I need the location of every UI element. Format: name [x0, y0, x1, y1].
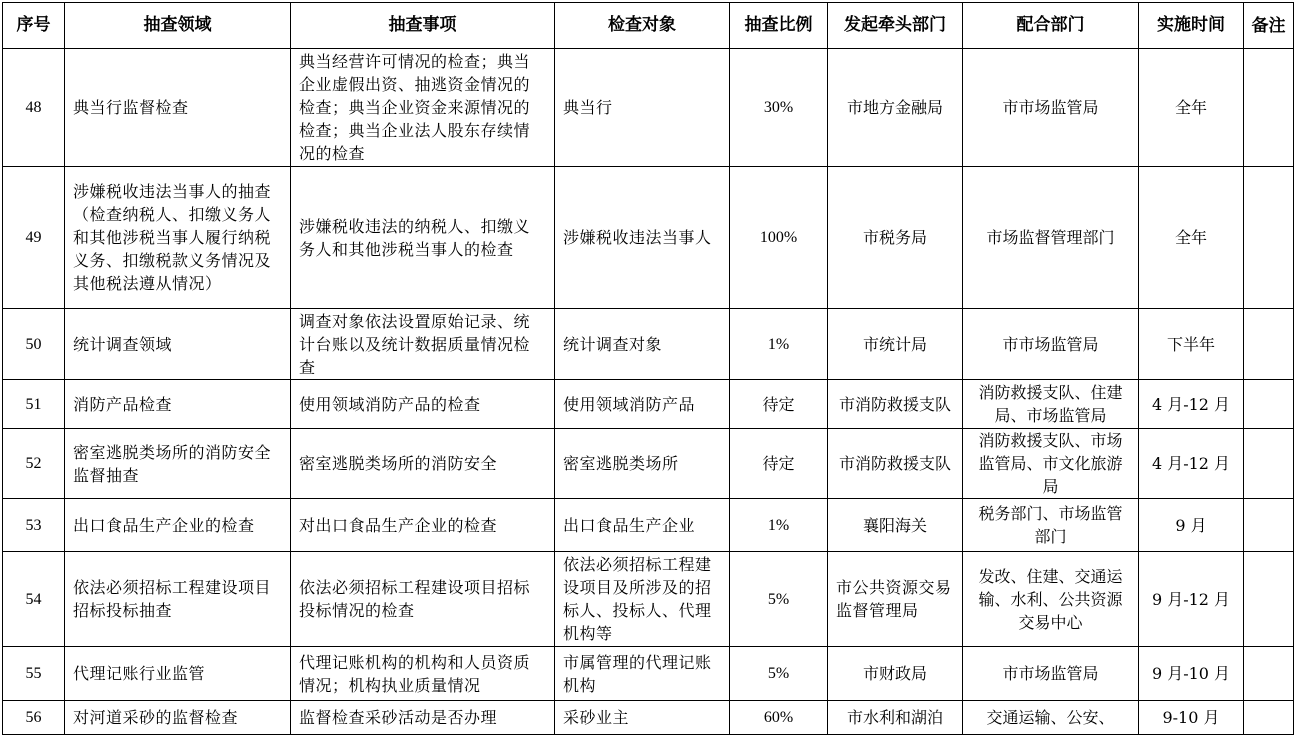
header-ratio: 抽查比例: [730, 3, 828, 49]
cell-time: 全年: [1139, 49, 1244, 167]
cell-lead: 襄阳海关: [828, 499, 963, 552]
table-row: [3, 167, 1294, 309]
header-target: 检查对象: [555, 3, 730, 49]
cell-seq: 48: [3, 49, 65, 167]
cell-items: 涉嫌税收违法的纳税人、扣缴义务人和其他涉税当事人的检查: [291, 167, 555, 309]
header-time: 实施时间: [1139, 3, 1244, 49]
cell-time: 4 月-12 月: [1139, 429, 1244, 499]
cell-note: [1244, 701, 1294, 735]
header-note: 备注: [1244, 3, 1294, 49]
cell-coop: 市市场监管局: [963, 49, 1139, 167]
cell-time: 下半年: [1139, 309, 1244, 380]
cell-field: 代理记账行业监管: [65, 647, 291, 701]
cell-coop: 税务部门、市场监管部门: [963, 499, 1139, 552]
table-row: [3, 701, 1294, 735]
table-row: [3, 49, 1294, 167]
cell-lead: 市统计局: [828, 309, 963, 380]
header-row: [3, 3, 1294, 49]
cell-field: 消防产品检查: [65, 380, 291, 429]
cell-items: 依法必须招标工程建设项目招标投标情况的检查: [291, 552, 555, 647]
cell-field: 依法必须招标工程建设项目招标投标抽查: [65, 552, 291, 647]
inspection-table: [2, 2, 1294, 735]
cell-seq: 53: [3, 499, 65, 552]
cell-target: 统计调查对象: [555, 309, 730, 380]
cell-coop: 市场监督管理部门: [963, 167, 1139, 309]
cell-ratio: 100%: [730, 167, 828, 309]
cell-note: [1244, 429, 1294, 499]
cell-ratio: 60%: [730, 701, 828, 735]
cell-target: 使用领域消防产品: [555, 380, 730, 429]
cell-time: 4 月-12 月: [1139, 380, 1244, 429]
cell-coop: 发改、住建、交通运输、水利、公共资源交易中心: [963, 552, 1139, 647]
table-row: [3, 552, 1294, 647]
cell-ratio: 1%: [730, 499, 828, 552]
cell-ratio: 5%: [730, 647, 828, 701]
cell-coop: 市市场监管局: [963, 309, 1139, 380]
cell-items: 典当经营许可情况的检查；典当企业虚假出资、抽逃资金情况的检查；典当企业资金来源情况的检查；典当企业法人股东存续情况的检查: [291, 49, 555, 167]
cell-time: 9 月-12 月: [1139, 552, 1244, 647]
cell-field: 涉嫌税收违法当事人的抽查（检查纳税人、扣缴义务人和其他涉税当事人履行纳税义务、扣缴税款义务情况及其他税法遵从情况）: [65, 167, 291, 309]
cell-field: 出口食品生产企业的检查: [65, 499, 291, 552]
cell-coop: 消防救援支队、住建局、市场监管局: [963, 380, 1139, 429]
cell-coop: 市市场监管局: [963, 647, 1139, 701]
header-lead: 发起牵头部门: [828, 3, 963, 49]
cell-target: 采砂业主: [555, 701, 730, 735]
cell-target: 涉嫌税收违法当事人: [555, 167, 730, 309]
cell-ratio: 30%: [730, 49, 828, 167]
cell-note: [1244, 309, 1294, 380]
cell-items: 代理记账机构的机构和人员资质情况；机构执业质量情况: [291, 647, 555, 701]
cell-seq: 51: [3, 380, 65, 429]
cell-lead: 市公共资源交易监督管理局: [828, 552, 963, 647]
cell-ratio: 5%: [730, 552, 828, 647]
table-row: [3, 429, 1294, 499]
header-field: 抽查领域: [65, 3, 291, 49]
cell-seq: 54: [3, 552, 65, 647]
table-row: [3, 499, 1294, 552]
cell-target: 市属管理的代理记账机构: [555, 647, 730, 701]
cell-lead: 市消防救援支队: [828, 380, 963, 429]
cell-items: 使用领域消防产品的检查: [291, 380, 555, 429]
header-coop: 配合部门: [963, 3, 1139, 49]
cell-ratio: 待定: [730, 429, 828, 499]
cell-seq: 49: [3, 167, 65, 309]
cell-items: 对出口食品生产企业的检查: [291, 499, 555, 552]
cell-ratio: 待定: [730, 380, 828, 429]
cell-lead: 市水利和湖泊: [828, 701, 963, 735]
cell-note: [1244, 49, 1294, 167]
page-bottom-edge: [0, 735, 1301, 740]
cell-target: 典当行: [555, 49, 730, 167]
header-items: 抽查事项: [291, 3, 555, 49]
cell-seq: 56: [3, 701, 65, 735]
cell-target: 依法必须招标工程建设项目及所涉及的招标人、投标人、代理机构等: [555, 552, 730, 647]
cell-items: 监督检查采砂活动是否办理: [291, 701, 555, 735]
cell-target: 出口食品生产企业: [555, 499, 730, 552]
cell-note: [1244, 552, 1294, 647]
cell-field: 对河道采砂的监督检查: [65, 701, 291, 735]
table-row: [3, 647, 1294, 701]
header-seq: 序号: [3, 3, 65, 49]
cell-field: 密室逃脱类场所的消防安全监督抽查: [65, 429, 291, 499]
cell-time: 9-10 月: [1139, 701, 1244, 735]
cell-seq: 50: [3, 309, 65, 380]
cell-coop: 交通运输、公安、: [963, 701, 1139, 735]
cell-time: 9 月-10 月: [1139, 647, 1244, 701]
cell-lead: 市消防救援支队: [828, 429, 963, 499]
cell-time: 9 月: [1139, 499, 1244, 552]
cell-time: 全年: [1139, 167, 1244, 309]
table-row: [3, 380, 1294, 429]
cell-note: [1244, 647, 1294, 701]
cell-note: [1244, 499, 1294, 552]
cell-field: 统计调查领域: [65, 309, 291, 380]
cell-seq: 52: [3, 429, 65, 499]
cell-seq: 55: [3, 647, 65, 701]
cell-lead: 市地方金融局: [828, 49, 963, 167]
cell-note: [1244, 167, 1294, 309]
cell-lead: 市财政局: [828, 647, 963, 701]
cell-ratio: 1%: [730, 309, 828, 380]
cell-note: [1244, 380, 1294, 429]
cell-coop: 消防救援支队、市场监管局、市文化旅游局: [963, 429, 1139, 499]
cell-items: 密室逃脱类场所的消防安全: [291, 429, 555, 499]
table-row: [3, 309, 1294, 380]
cell-items: 调查对象依法设置原始记录、统计台账以及统计数据质量情况检查: [291, 309, 555, 380]
cell-field: 典当行监督检查: [65, 49, 291, 167]
cell-target: 密室逃脱类场所: [555, 429, 730, 499]
cell-lead: 市税务局: [828, 167, 963, 309]
